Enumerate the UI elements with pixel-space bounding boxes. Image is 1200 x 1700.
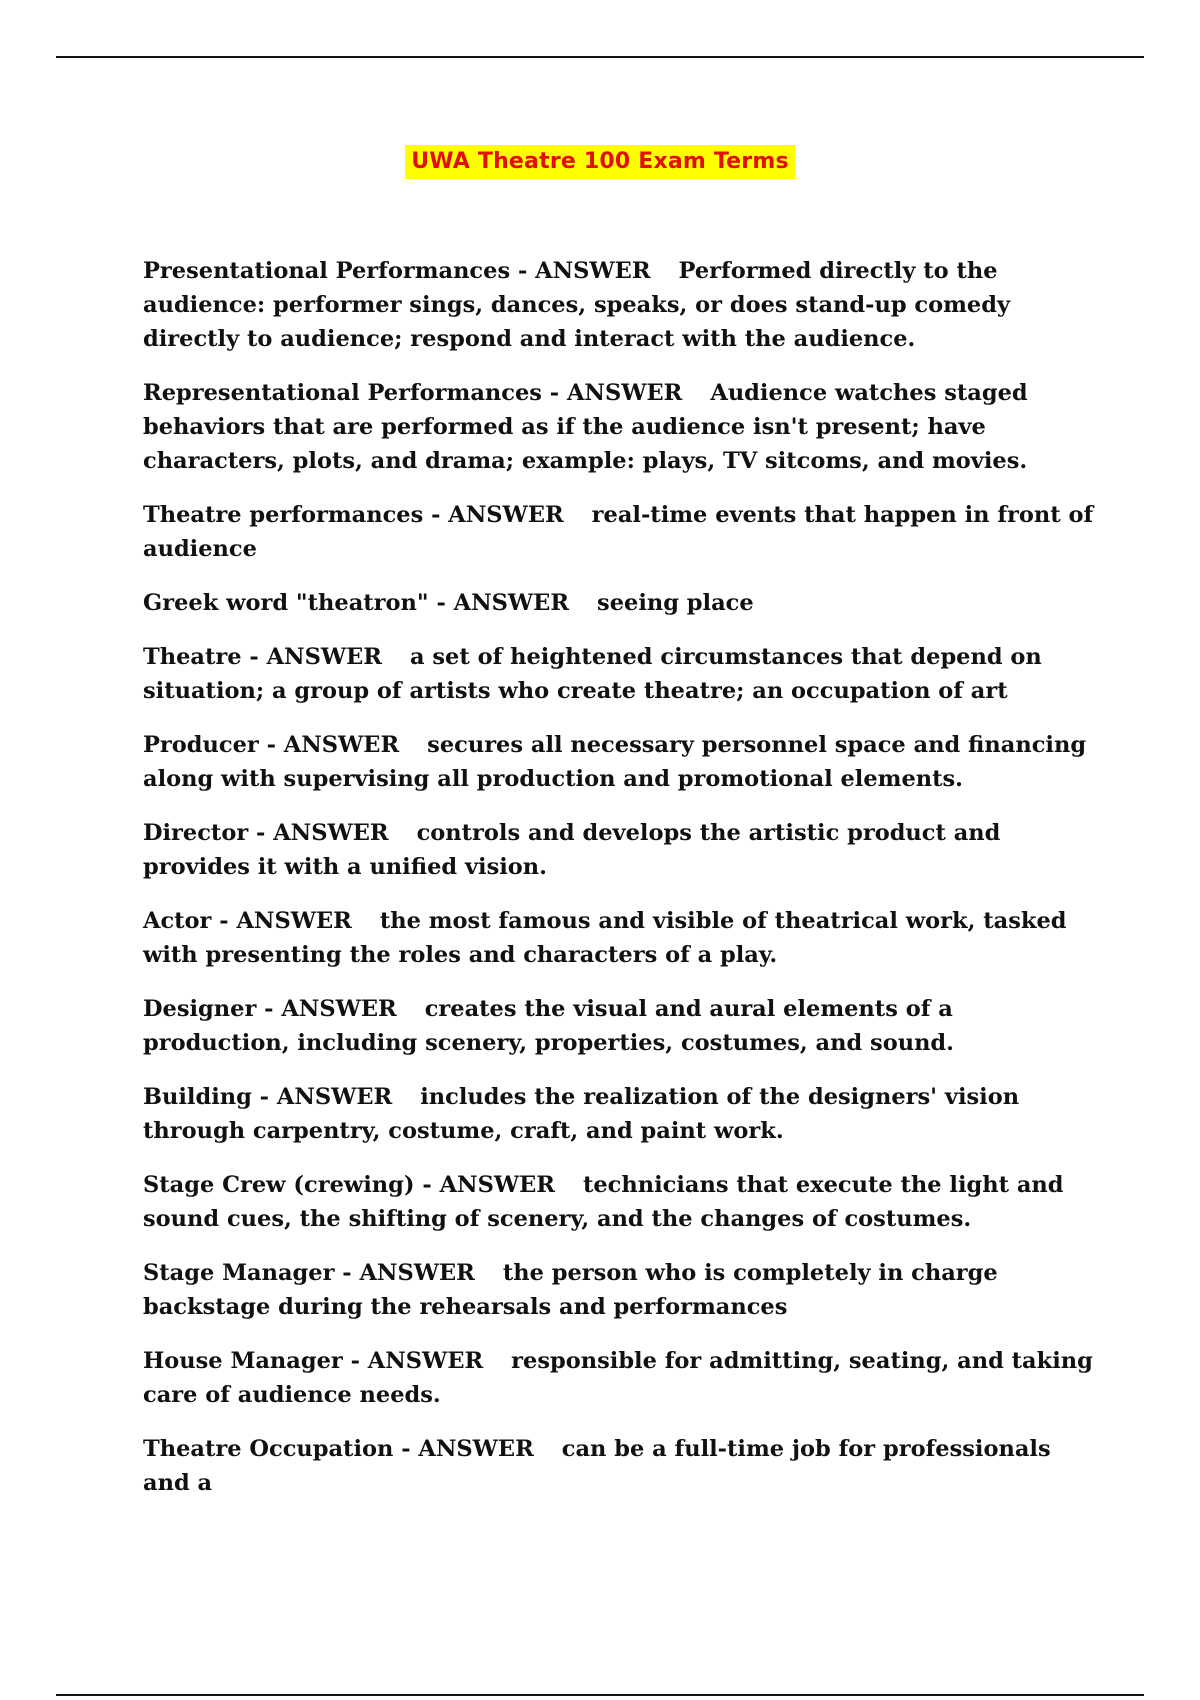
- term-entry: [143, 254, 1098, 356]
- term-separator: -: [256, 996, 282, 1022]
- term-separator: -: [393, 1436, 419, 1462]
- term-separator: -: [342, 1348, 368, 1374]
- term-label: Stage Manager: [143, 1260, 335, 1286]
- term-label: Stage Crew (crewing): [143, 1172, 415, 1198]
- term-definition: responsible for admitting, seating, and taking care of audience needs.: [143, 1348, 1093, 1408]
- document-title: UWA Theatre 100 Exam Terms: [405, 145, 795, 179]
- answer-label: ANSWER: [535, 258, 651, 284]
- term-entry: [143, 816, 1098, 884]
- term-label: Theatre: [143, 644, 242, 670]
- bottom-rule: [56, 1694, 1144, 1696]
- term-entry: [143, 376, 1098, 478]
- term-entry: [143, 904, 1098, 972]
- term-definition: technicians that execute the light and sound cues, the shifting of scenery, and the changes of costumes.: [143, 1172, 1064, 1232]
- term-label: Presentational Performances: [143, 258, 511, 284]
- term-definition: secures all necessary personnel space and financing along with supervising all production and promotional elements.: [143, 732, 1087, 792]
- answer-label: ANSWER: [276, 1084, 393, 1110]
- answer-label: ANSWER: [273, 820, 389, 846]
- term-definition: can be a full-time job for professionals and a: [143, 1436, 1051, 1496]
- term-separator: -: [541, 380, 567, 406]
- terms-list: [143, 254, 1098, 1520]
- term-separator: -: [510, 258, 536, 284]
- answer-label: ANSWER: [236, 908, 352, 934]
- answer-label: ANSWER: [283, 732, 400, 758]
- term-entry: [143, 586, 1098, 620]
- term-entry: [143, 1432, 1098, 1500]
- term-label: Representational Performances: [143, 380, 542, 406]
- term-separator: -: [423, 502, 449, 528]
- term-entry: [143, 1168, 1098, 1236]
- term-separator: -: [334, 1260, 360, 1286]
- term-entry: [143, 498, 1098, 566]
- term-label: Greek word "theatron": [143, 590, 429, 616]
- term-definition: real-time events that happen in front of audience: [143, 502, 1094, 562]
- term-separator: -: [414, 1172, 440, 1198]
- answer-label: ANSWER: [566, 380, 683, 406]
- term-separator: -: [211, 908, 237, 934]
- term-label: Theatre Occupation: [143, 1436, 394, 1462]
- term-entry: [143, 640, 1098, 708]
- term-label: Theatre performances: [143, 502, 424, 528]
- term-definition: a set of heightened circumstances that depend on situation; a group of artists who create theatre; an occupation of art: [143, 644, 1042, 704]
- term-separator: -: [258, 732, 284, 758]
- term-label: House Manager: [143, 1348, 343, 1374]
- answer-label: ANSWER: [439, 1172, 555, 1198]
- term-definition: the most famous and visible of theatrical work, tasked with presenting the roles and characters of a play.: [143, 908, 1067, 968]
- top-rule: [56, 56, 1144, 58]
- term-definition: Performed directly to the audience: performer sings, dances, speaks, or does stand-up comedy directly to audience; respond and interact with the audience.: [143, 258, 1011, 352]
- term-entry: [143, 1344, 1098, 1412]
- term-definition: includes the realization of the designers' vision through carpentry, costume, craft, and paint work.: [143, 1084, 1020, 1144]
- answer-label: ANSWER: [453, 590, 570, 616]
- term-entry: [143, 992, 1098, 1060]
- term-label: Producer: [143, 732, 259, 758]
- term-separator: -: [241, 644, 267, 670]
- term-separator: -: [428, 590, 454, 616]
- term-label: Designer: [143, 996, 257, 1022]
- term-separator: -: [251, 1084, 277, 1110]
- title-container: [0, 145, 1200, 179]
- answer-label: ANSWER: [266, 644, 382, 670]
- term-definition: the person who is completely in charge backstage during the rehearsals and performances: [143, 1260, 998, 1320]
- answer-label: ANSWER: [281, 996, 397, 1022]
- term-entry: [143, 1080, 1098, 1148]
- term-definition: seeing place: [597, 590, 754, 616]
- term-label: Building: [143, 1084, 252, 1110]
- answer-label: ANSWER: [359, 1260, 475, 1286]
- term-separator: -: [248, 820, 274, 846]
- term-label: Actor: [143, 908, 212, 934]
- term-entry: [143, 728, 1098, 796]
- term-definition: creates the visual and aural elements of a production, including scenery, properties, costumes, and sound.: [143, 996, 954, 1056]
- answer-label: ANSWER: [418, 1436, 534, 1462]
- term-definition: Audience watches staged behaviors that are performed as if the audience isn't present; have characters, plots, and drama; example: plays, TV sitcoms, and movies.: [143, 380, 1028, 474]
- answer-label: ANSWER: [367, 1348, 484, 1374]
- answer-label: ANSWER: [448, 502, 564, 528]
- term-entry: [143, 1256, 1098, 1324]
- term-label: Director: [143, 820, 249, 846]
- term-definition: controls and develops the artistic product and provides it with a unified vision.: [143, 820, 1001, 880]
